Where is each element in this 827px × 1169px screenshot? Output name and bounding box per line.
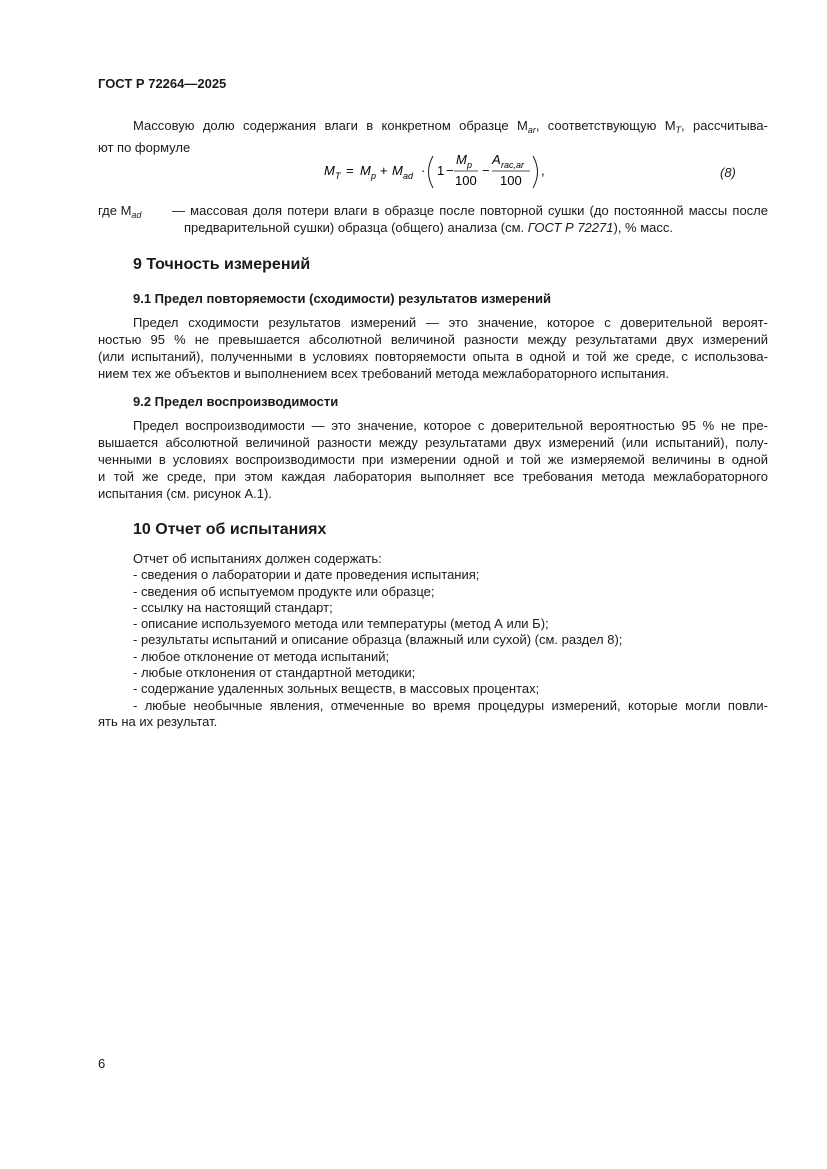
formula-minus-1: −: [446, 163, 454, 178]
frac1-num: M: [456, 152, 467, 167]
formula-lhs-sub: T: [335, 171, 341, 181]
intro-line-2: ют по формуле: [98, 140, 191, 155]
right-paren: [533, 156, 538, 188]
frac2-num: A: [492, 152, 501, 167]
section-10-list: [98, 551, 768, 730]
s92-line-2: вышается абсолютной величиной разности между результатами двух измерений (или испытаний), полу-: [98, 435, 768, 450]
where-lead: где $M_{ad}$: [98, 203, 142, 220]
formula-comma: ,: [541, 163, 545, 178]
section-9-1-text: [98, 314, 768, 382]
s91-line-3: (или испытаний), полученными в условиях повторяемости опыта в одной и той же среде, с использова-: [98, 349, 768, 364]
formula-graphic: [320, 150, 560, 194]
list-item: - результаты испытаний и описание образца (влажный или сухой) (см. раздел 8);: [133, 632, 623, 648]
frac1-den: 100: [455, 173, 477, 188]
frac1-num-sub: p: [467, 160, 473, 170]
document-header: ГОСТ Р 72264—2025: [98, 76, 227, 91]
formula-term1-sub: p: [371, 171, 377, 181]
list-item: - любые отклонения от стандартной методики;: [133, 665, 416, 681]
where-body: [172, 202, 768, 236]
section-9-1-title: 9.1 Предел повторяемости (сходимости) результатов измерений: [133, 291, 551, 306]
formula-one: 1: [437, 163, 445, 178]
list-line: Отчет об испытаниях должен содержать:: [133, 551, 382, 566]
s91-line-4: нием тех же объектов и выполнением всех требований метода межлабораторного испытания.: [98, 366, 670, 381]
formula-minus-2: −: [482, 163, 490, 178]
s92-line-3: ченными в условиях воспроизводимости при измерении одной и той же измеряемой величины в одной: [98, 452, 768, 467]
page-number: 6: [98, 1056, 106, 1071]
list-item: - любое отклонение от метода испытаний;: [133, 648, 390, 664]
where-line-2: предварительной сушки) образца (общего) анализа (см. ГОСТ Р 72271), % масс.: [184, 220, 673, 235]
section-9-title: 9 Точность измерений: [133, 256, 311, 273]
section-9-2-text: [98, 417, 768, 502]
section-9-2-title: 9.2 Предел воспроизводимости: [133, 394, 339, 409]
where-line-1: — массовая доля потери влаги в образце после повторной сушки (до постоянной массы после: [172, 203, 768, 218]
frac2-den: 100: [500, 173, 522, 188]
s92-line-5: испытания (см. рисунок А.1).: [98, 486, 272, 501]
frac2-num-sub: rac,ar: [501, 160, 525, 170]
gost-reference: ГОСТ Р 72271: [527, 220, 614, 235]
list-item: - ссылку на настоящий стандарт;: [133, 599, 333, 615]
list-item: - содержание удаленных зольных веществ, в массовых процентах;: [133, 681, 540, 697]
list-item: - любые необычные явления, отмеченные во время процедуры измерений, которые могли повли-: [133, 697, 768, 713]
list-item: - сведения об испытуемом продукте или образце;: [133, 583, 435, 599]
formula-lhs: M: [324, 163, 335, 178]
section-10-title: 10 Отчет об испытаниях: [133, 521, 327, 538]
list-item-continuation: ять на их результат.: [98, 713, 218, 729]
s92-line-1: Предел воспроизводимости — это значение, которое с доверительной вероятностью 95 % не пре-: [133, 418, 768, 433]
s91-line-2: ностью 95 % не превышается абсолютной величиной разности между результатами двух измерений: [98, 332, 768, 347]
formula-term1: M: [360, 163, 371, 178]
list-item: - сведения о лаборатории и дате проведения испытания;: [133, 567, 480, 583]
formula-term2: M: [392, 163, 403, 178]
formula-dot: ·: [421, 163, 426, 178]
formula-term2-sub: ad: [403, 171, 414, 181]
s92-line-4: и той же среде, при этом каждая лаборатория выполняет все требования метода межлабораторного: [98, 469, 768, 484]
formula-plus: +: [380, 163, 388, 178]
formula-number: (8): [720, 165, 736, 180]
left-paren: [429, 156, 434, 188]
formula-eq: =: [346, 163, 354, 178]
s91-line-1: Предел сходимости результатов измерений — это значение, которое с доверительной вероят-: [133, 315, 768, 330]
formula-8: [320, 150, 560, 190]
intro-line-1: Массовую долю содержания влаги в конкретном образце $M_{ar}$, соответствующую $M_T$, рассчитыва-: [133, 118, 768, 135]
list-item: - описание используемого метода или температуры (метод А или Б);: [133, 616, 549, 632]
